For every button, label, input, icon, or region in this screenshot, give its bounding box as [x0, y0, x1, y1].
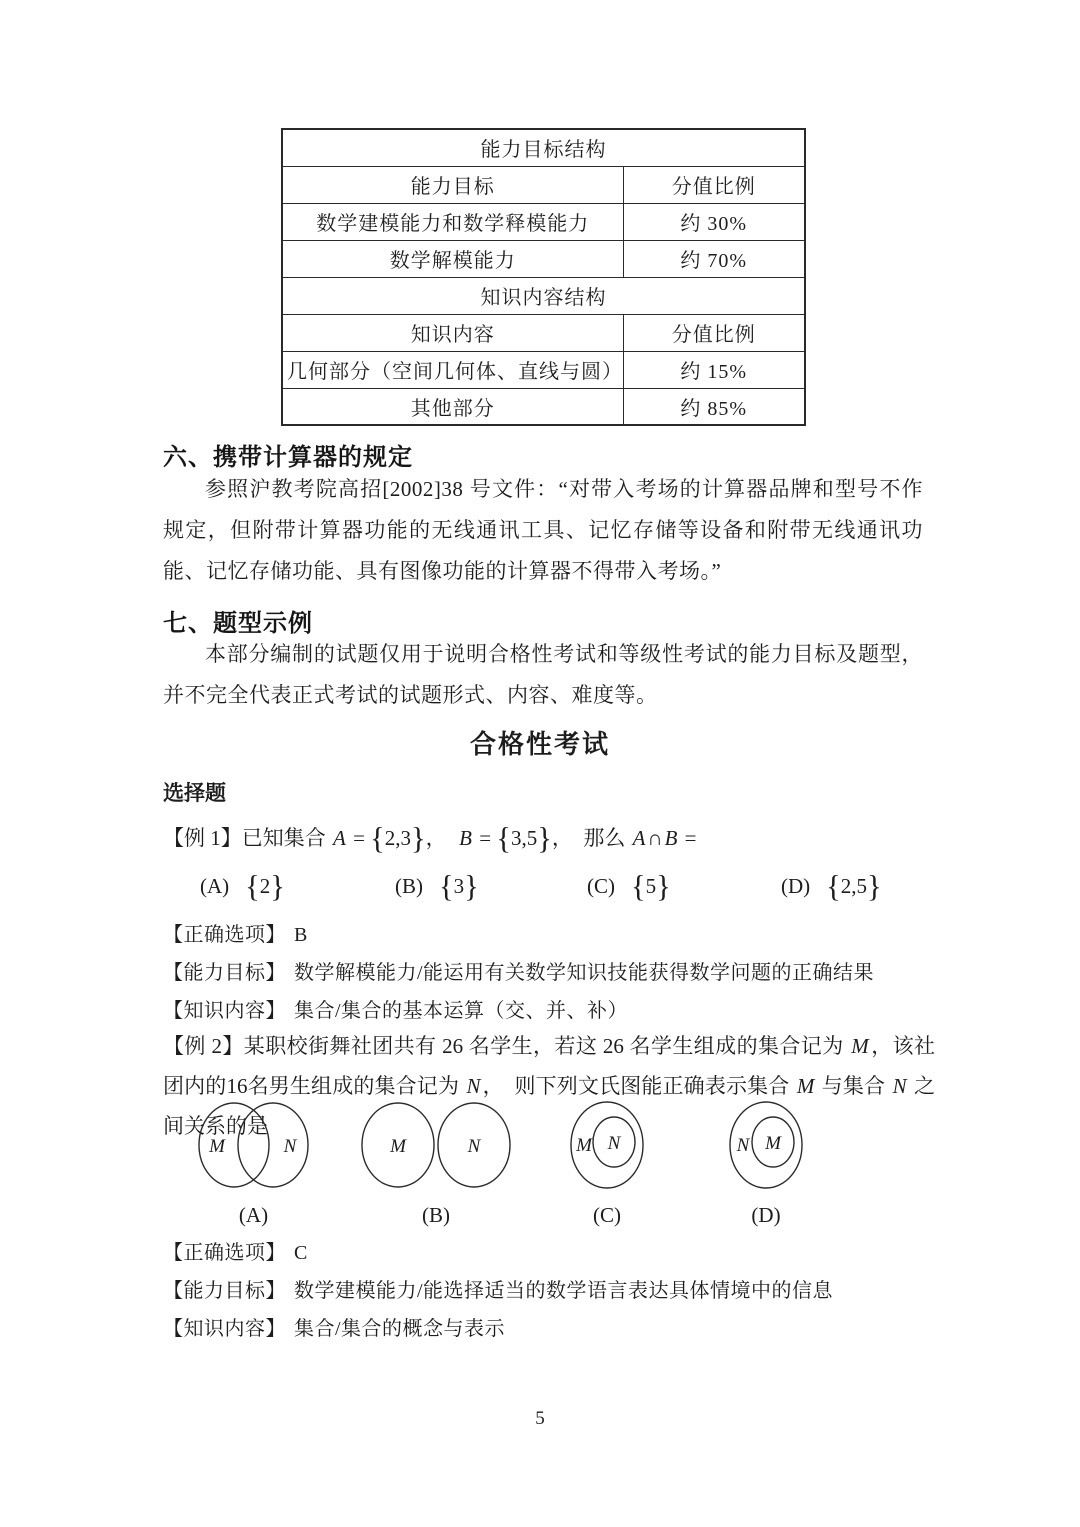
venn-nested-diagram: [569, 1100, 645, 1190]
table-row: [282, 351, 805, 388]
venn-option-c: [569, 1100, 645, 1228]
option-d: [781, 872, 882, 902]
option-d-value: {2,5}: [826, 870, 882, 904]
venn-overlap-diagram: [197, 1100, 310, 1190]
set-label-m: M: [765, 1133, 781, 1154]
ability-target-line: [163, 954, 874, 992]
table-cell-value: 约 30%: [623, 203, 805, 240]
answer-tag: 【正确选项】: [163, 1242, 286, 1264]
example-2-tag: 【例 2】: [163, 1034, 244, 1058]
section-7-heading: 七、题型示例: [163, 610, 313, 637]
venn-option-b-label: (B): [422, 1203, 450, 1227]
table-cell-value: 约 15%: [623, 351, 805, 388]
answer-text: 集合/集合的基本运算（交、并、补）: [294, 1000, 629, 1022]
table-cell-label: 其他部分: [282, 388, 623, 425]
set-label-m: M: [209, 1136, 225, 1157]
set-label-m: M: [390, 1136, 406, 1157]
answer-text: C: [294, 1242, 308, 1264]
knowledge-content-line: [163, 992, 874, 1030]
table-row: [282, 166, 805, 203]
table-row: [282, 388, 805, 425]
table-cell-label: 知识内容: [282, 314, 623, 351]
option-a-value: {2}: [245, 870, 285, 904]
answer-tag: 【能力目标】: [163, 962, 286, 984]
set-label-n: N: [607, 1133, 621, 1154]
table-cell-value: 分值比例: [623, 166, 805, 203]
set-label-n: N: [283, 1136, 297, 1157]
answer-text: 数学解模能力/能运用有关数学知识技能获得数学问题的正确结果: [294, 962, 875, 984]
table-row: [282, 240, 805, 277]
set-label-m: M: [576, 1135, 592, 1156]
table-cell-value: 约 85%: [623, 388, 805, 425]
option-c-value: {5}: [631, 870, 671, 904]
section-7-paragraph: 本部分编制的试题仅用于说明合格性考试和等级性考试的能力目标及题型，并不完全代表正式考试的试题形式、内容、难度等。: [163, 642, 923, 707]
option-b: [395, 872, 479, 902]
section-6-paragraph: 参照沪教考院高招[2002]38 号文件：“对带入考场的计算器品牌和型号不作规定，但附带计算器功能的无线通讯工具、记忆存储等设备和附带无线通讯功能、记忆存储功能、具有图像功能的计算器不得带入考场。”: [163, 477, 923, 583]
venn-diagram-row: [163, 1100, 935, 1232]
venn-option-b: [360, 1100, 512, 1228]
option-c: [587, 872, 671, 902]
venn-option-d: [728, 1100, 804, 1228]
option-c-label: (C): [587, 874, 615, 899]
table-cell-label: 数学解模能力: [282, 240, 623, 277]
table-cell-value: 约 70%: [623, 240, 805, 277]
option-a-label: (A): [200, 874, 230, 899]
question-type-label: 选择题: [163, 782, 226, 805]
table-section-title: 能力目标结构: [282, 129, 805, 166]
option-a: [200, 872, 285, 902]
venn-option-d-label: (D): [751, 1203, 781, 1227]
exam-title: 合格性考试: [469, 729, 610, 759]
table-row: [282, 203, 805, 240]
example-2-question: 某职校街舞社团共有 26 名学生，若这 26 名学生组成的集合记为 M，该社团内的16名男生组成的集合记为 N， 则下列文氏图能正确表示集合 M 与集合 N 之间关系的是: [163, 1034, 936, 1138]
venn-option-a-label: (A): [238, 1203, 269, 1227]
option-b-value: {3}: [439, 870, 479, 904]
table-row: [282, 314, 805, 351]
table-section-title: 知识内容结构: [282, 277, 805, 314]
answer-text: B: [294, 924, 308, 946]
section-6-heading: 六、携带计算器的规定: [163, 444, 413, 471]
venn-option-c-label: (C): [593, 1203, 621, 1227]
table-cell-label: 几何部分（空间几何体、直线与圆）: [282, 351, 623, 388]
venn-nested-diagram: [728, 1100, 804, 1190]
answer-text: 集合/集合的概念与表示: [294, 1318, 506, 1340]
example-1-stem: [163, 818, 935, 858]
option-d-label: (D): [781, 874, 811, 899]
ability-structure-table: [281, 128, 806, 426]
answer-text: 数学建模能力/能选择适当的数学语言表达具体情境中的信息: [294, 1280, 834, 1302]
answer-tag: 【能力目标】: [163, 1280, 286, 1302]
table-cell-label: 数学建模能力和数学释模能力: [282, 203, 623, 240]
correct-option-line: [163, 916, 874, 954]
table-cell-label: 能力目标: [282, 166, 623, 203]
example-1-options: [163, 872, 935, 914]
example-1-tag: 【例 1】: [163, 826, 242, 850]
set-label-n: N: [467, 1136, 481, 1157]
option-b-label: (B): [395, 874, 423, 899]
venn-option-a: [197, 1100, 310, 1228]
example-2-answer-block: [163, 1234, 833, 1348]
page-number: 5: [535, 1408, 545, 1429]
answer-tag: 【正确选项】: [163, 924, 286, 946]
answer-tag: 【知识内容】: [163, 1318, 286, 1340]
venn-disjoint-diagram: [360, 1100, 512, 1190]
ability-target-line: [163, 1272, 833, 1310]
table-cell-value: 分值比例: [623, 314, 805, 351]
knowledge-content-line: [163, 1310, 833, 1348]
example-1-question: 已知集合 A = {2,3}， B = {3,5}， 那么 A∩B =: [241, 821, 697, 856]
correct-option-line: [163, 1234, 833, 1272]
set-label-n: N: [736, 1135, 750, 1156]
example-1-answer-block: [163, 916, 874, 1030]
answer-tag: 【知识内容】: [163, 1000, 286, 1022]
